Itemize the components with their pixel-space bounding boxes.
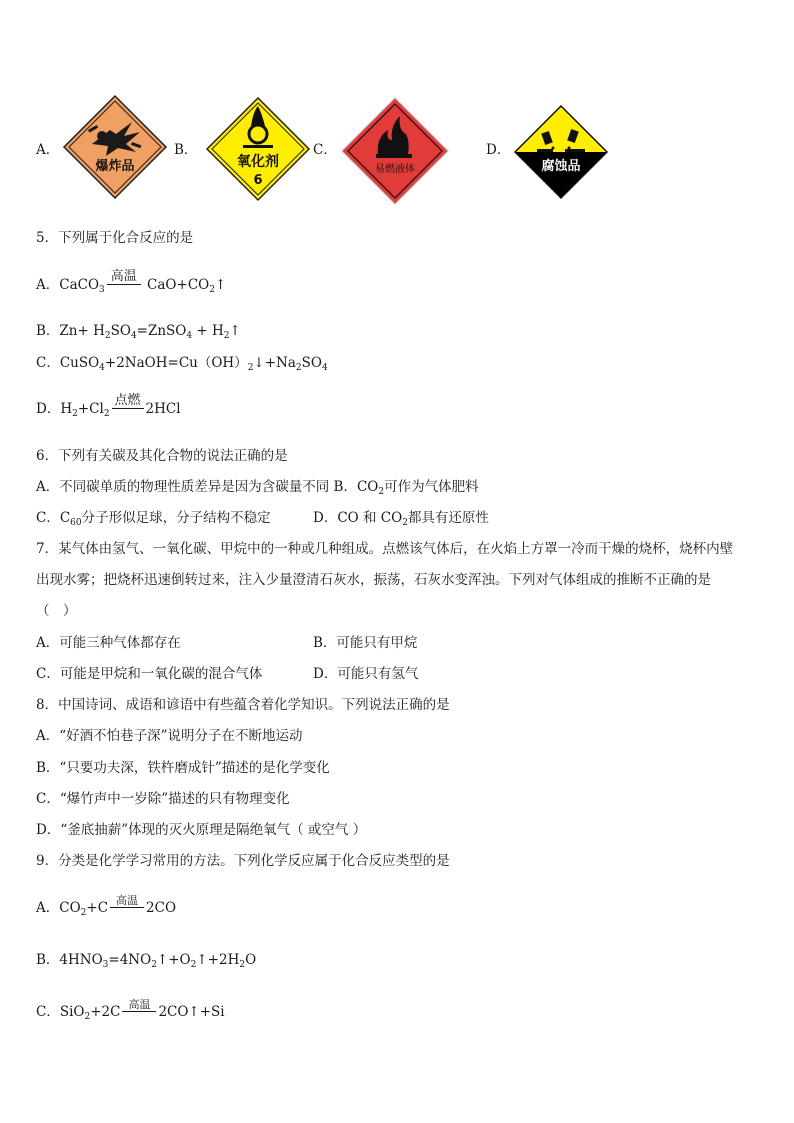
q6-option-c: C．$C_{60}$分子形似足球，分子结构不稳定 xyxy=(36,510,271,528)
sign-letter-d: D． xyxy=(486,142,511,158)
sign-letter-b: B． xyxy=(174,142,198,158)
q9-stem: 9．分类是化学学习常用的方法。下列化学反应属于化合反应类型的是 xyxy=(36,853,450,869)
q5-option-b: B．$Zn+ H_2SO_4=ZnSO_4$ + $H_2↑$ xyxy=(36,323,241,341)
q7-answer-blank: （ ） xyxy=(36,603,77,619)
corrosive-hazard-sign xyxy=(513,104,609,200)
explosive-hazard-sign xyxy=(62,94,168,200)
sign-label-oxidizer: 氧化剂 xyxy=(237,154,279,170)
q5-option-c: C．$CuSO_4+2NaOH=Cu(OH)_2↓+Na_2SO_4$ xyxy=(36,355,328,373)
sign-letter-a: A． xyxy=(36,142,60,158)
q8-stem: 8．中国诗词、成语和谚语中有些蕴含着化学知识。下列说法正确的是 xyxy=(36,697,450,713)
q8-option-b: B．“只要功夫深，铁杵磨成针”描述的是化学变化 xyxy=(36,760,330,776)
q5-stem: 5．下列属于化合反应的是 xyxy=(36,230,194,246)
q8-option-d: D．“釜底抽薪”体现的灭火原理是隔绝氧气（ 或空气 ） xyxy=(36,822,367,838)
oxidizer-hazard-sign xyxy=(205,96,311,202)
sign-label-flammable: 易燃液体 xyxy=(375,164,415,175)
q5-option-a: A．CaCO$_3$ 高温 $CaO+CO_2↑$ xyxy=(36,269,227,295)
q8-option-c: C．“爆竹声中一岁除”描述的只有物理变化 xyxy=(36,791,290,807)
q7-option-a: A．可能三种气体都存在 xyxy=(36,635,181,651)
q6-options-ab: A．不同碳单质的物理性质差异是因为含碳量不同 B．$CO_2$可作为气体肥料 xyxy=(36,479,479,497)
q9-option-a: A．$CO_2+C$ 高温 2CO xyxy=(36,894,177,918)
q6-option-d: D．CO 和 $CO_2$都具有还原性 xyxy=(313,510,489,528)
flammable-liquid-hazard-sign xyxy=(340,96,450,206)
q7-stem-line2: 出现水雾；把烧杯迅速倒转过来，注入少量澄清石灰水，振荡，石灰水变浑浊。下列对气体组成的推断不正确的是 xyxy=(36,572,711,588)
q7-stem-line1: 7．某气体由氢气、一氧化碳、甲烷中的一种或几种组成。点燃该气体后，在火焰上方罩一冷而干燥的烧杯，烧杯内壁 xyxy=(36,541,734,557)
q7-option-b: B．可能只有甲烷 xyxy=(313,635,418,651)
q5-option-d: D．$H_2+Cl_2$ 点燃 2HCl xyxy=(36,393,181,419)
sign-letter-c: C． xyxy=(313,142,337,158)
q7-option-c: C．可能是甲烷和一氧化碳的混合气体 xyxy=(36,666,263,682)
sign-label-explosive: 爆炸品 xyxy=(95,159,135,174)
q9-option-c: C．SiO$_2$+2C 高温 2CO↑+Si xyxy=(36,998,225,1022)
q6-stem: 6．下列有关碳及其化合物的说法正确的是 xyxy=(36,448,288,464)
q8-option-a: A．“好酒不怕巷子深”说明分子在不断地运动 xyxy=(36,728,303,744)
sign-number-oxidizer: 6 xyxy=(253,173,263,188)
q9-option-b: B．$4HNO_3=4NO_2↑+O_2↑+2H_2O$ xyxy=(36,952,257,970)
q7-option-d: D．可能只有氢气 xyxy=(313,666,419,682)
sign-label-corrosive: 腐蚀品 xyxy=(541,159,581,174)
